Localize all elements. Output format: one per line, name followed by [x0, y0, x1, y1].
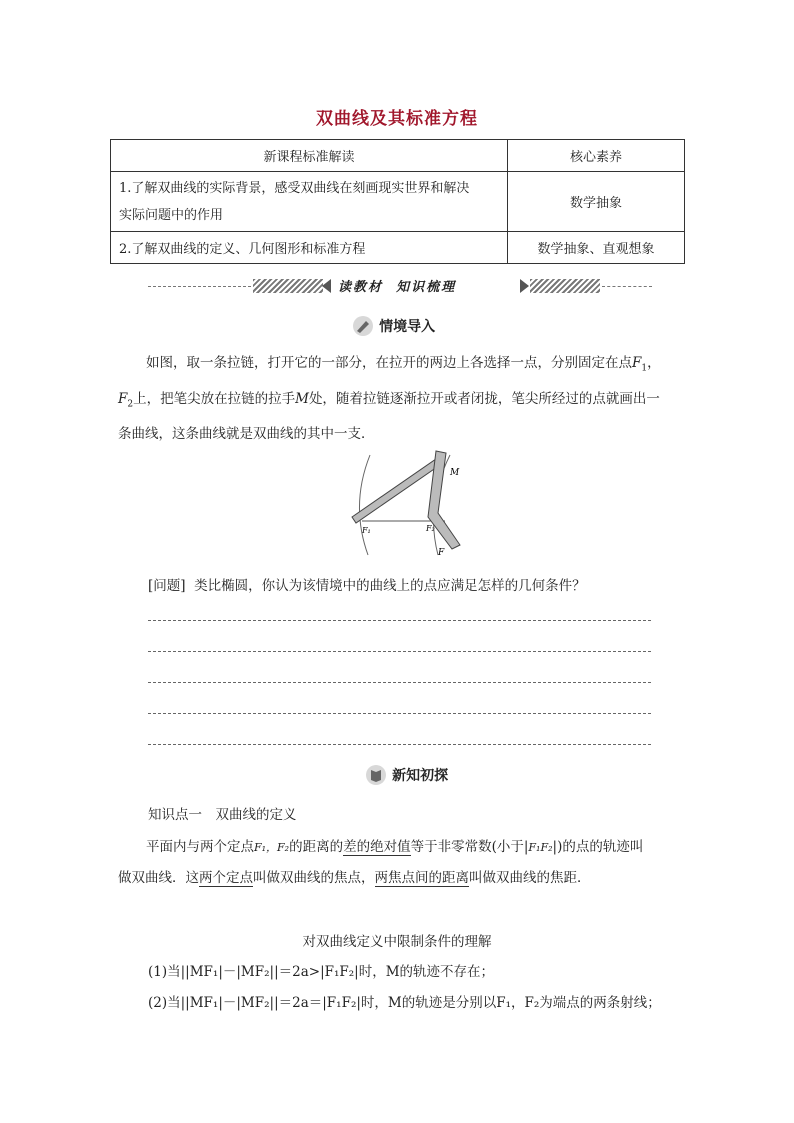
row2-literacy: 数学抽象、直观想象 — [508, 232, 685, 264]
question-text: 类比椭圆，你认为该情境中的曲线上的点应满足怎样的几何条件？ — [194, 578, 586, 594]
table-header-row — [111, 140, 685, 172]
row1-line2: 实际问题中的作用 — [119, 207, 224, 223]
intro-paragraph — [118, 348, 678, 449]
page-title: 双曲线及其标准方程 — [316, 109, 478, 129]
intro-line2: $F_2$上，把笔尖放在拉链的拉手M处，随着拉链逐渐拉开或者闭拢，笔尖所经过的点就画出一 — [118, 390, 660, 410]
answer-line[interactable] — [148, 713, 651, 714]
intro-line1: 如图，取一条拉链，打开它的一部分，在拉开的两边上各选择一点，分别固定在点$F_1$， — [146, 355, 661, 374]
zipper-hyperbola-figure — [340, 445, 480, 560]
row1-line1: 1.了解双曲线的实际背景，感受双曲线在刻画现实世界和解决 — [119, 180, 470, 196]
answer-line[interactable] — [148, 682, 651, 683]
note-item-1: (1)当||MF₁|－|MF₂||＝2a>|F₁F₂|时，M的轨迹不存在； — [148, 964, 495, 980]
standards-table — [110, 139, 685, 264]
banner-text — [338, 276, 456, 295]
definition-line1: 平面内与两个定点F₁，F₂的距离的差的绝对值等于非零常数(小于|F₁F₂|)的点的轨迹叫 — [146, 839, 644, 855]
table-row — [111, 172, 685, 232]
banner-right-text: 知识梳理 — [396, 280, 457, 295]
answer-line[interactable] — [148, 620, 651, 621]
question-tag: [问题] — [148, 578, 186, 594]
question — [148, 574, 586, 594]
banner-dash-right — [602, 286, 652, 287]
answer-line[interactable] — [148, 651, 651, 652]
table-header-left: 新课程标准解读 — [111, 140, 508, 172]
pen-icon — [352, 315, 374, 337]
row2-text: 2.了解双曲线的定义、几何图形和标准方程 — [111, 232, 508, 264]
knowledge-heading: 知识点一 双曲线的定义 — [148, 807, 297, 823]
label-f1: F₁ — [362, 526, 371, 535]
banner-stripe-left — [253, 279, 323, 293]
table-header-right: 核心素养 — [508, 140, 685, 172]
label-f: F — [438, 548, 445, 558]
definition-line2: 做双曲线．这两个定点叫做双曲线的焦点，两焦点间的距离叫做双曲线的焦距． — [118, 870, 591, 886]
table-cell — [111, 172, 508, 232]
table-row — [111, 232, 685, 264]
section2-heading — [365, 764, 448, 786]
section1-heading — [352, 315, 435, 337]
hyperbola-left-branch — [359, 455, 370, 555]
label-f2: F₂ — [426, 524, 435, 533]
definition-paragraph — [118, 832, 688, 893]
note-title: 对双曲线定义中限制条件的理解 — [302, 934, 492, 950]
book-icon — [365, 764, 387, 786]
banner-stripe-right — [530, 279, 600, 293]
section2-title: 新知初探 — [392, 768, 449, 784]
label-m: M — [450, 468, 460, 478]
banner-left-text: 读教材 — [338, 280, 384, 295]
answer-line[interactable] — [148, 744, 651, 745]
row1-literacy: 数学抽象 — [508, 172, 685, 232]
arrow-left-icon — [322, 279, 331, 293]
intro-line3: 条曲线，这条曲线就是双曲线的其中一支． — [118, 426, 375, 443]
banner-dash-left — [148, 286, 251, 287]
section1-title: 情境导入 — [379, 319, 436, 335]
arrow-right-icon — [520, 279, 529, 293]
note-item-2: (2)当||MF₁|－|MF₂||＝2a＝|F₁F₂|时，M的轨迹是分别以F₁，F₂为端点的两条射线； — [148, 995, 661, 1011]
